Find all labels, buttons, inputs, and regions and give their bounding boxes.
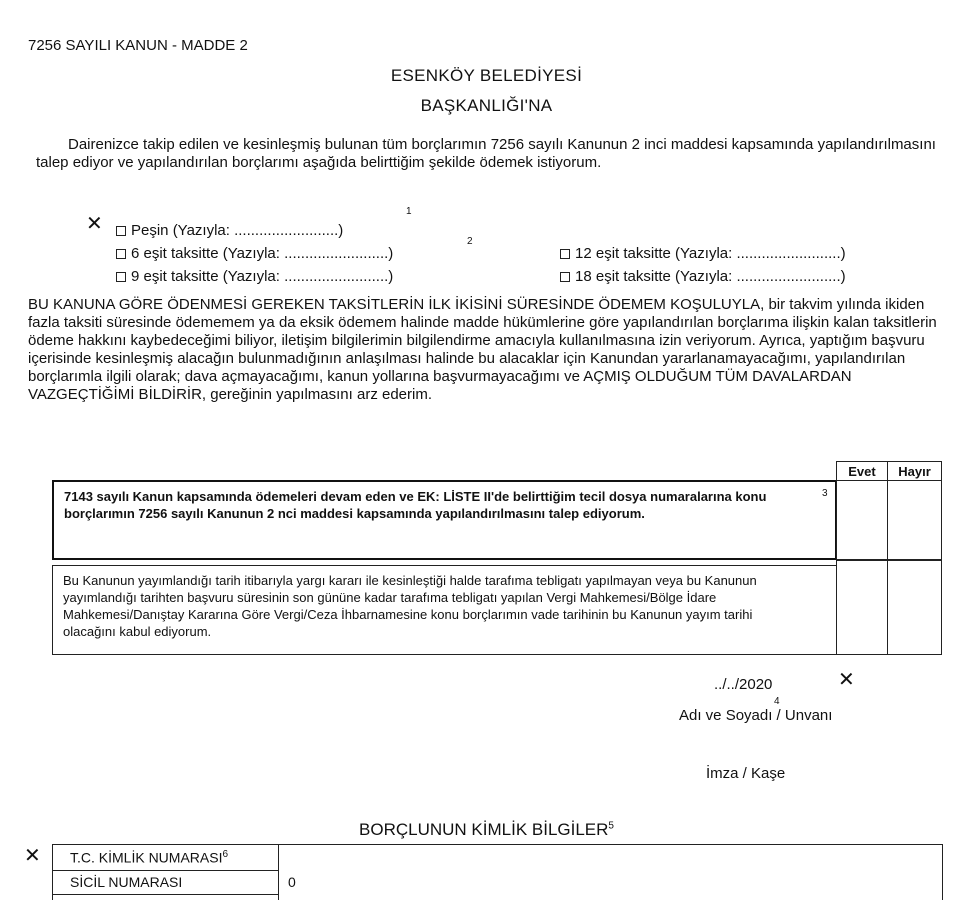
- sicil-value[interactable]: 0: [288, 874, 296, 890]
- intro-paragraph: Dairenizce takip edilen ve kesinleşmiş bulunan tüm borçlarımın 7256 sayılı Kanunun 2 inci maddesi kapsamında yapılandırılmasını talep ediyor ve yapılandırılan borçlarımı aşağıda belirttiğim şekilde ödemek istiyorum.: [36, 136, 936, 171]
- footnote-2: 2: [467, 236, 473, 247]
- row-1-yes-cell[interactable]: [836, 480, 888, 560]
- option-12-taksit-label: 12 eşit taksitte (Yazıyla: .........................): [575, 245, 846, 262]
- declaration-paragraph: BU KANUNA GÖRE ÖDENMESİ GEREKEN TAKSİTLERİN İLK İKİSİNİ SÜRESİNDE ÖDEMEM KOŞULUYLA, bir takvim yılında ikiden fazla taksiti süresinde ödememem ya da eksik ödemem halinde madde hükümlerine göre yapılandırılan borçlarıma ilişkin kalan taksitlerin ödeme hakkını kaybedeceğimi biliyor, iletişim bilgilerimin bilgilendirme amacıyla kullanılmasına izin veriyorum. Ayrıca, yaptığım başvuru içerisinde kesinleşmiş alacağın bulunmadığının anlaşılması halinde bu alacaklar için Kanundan yararlanamayacağımı, yapılandırılan borçlarımla ilgili olarak; dava açmayacağımı, kanun yollarına başvurmayacağımı ve AÇMIŞ OLDUĞUM TÜM DAVALARDAN VAZGEÇTİĞİMİ BİLDİRİR, gereğinin yapılmasını arz ederim.: [28, 296, 937, 403]
- id-table-right-border: [942, 844, 943, 900]
- table-row-1: [52, 480, 837, 560]
- option-18-taksit-label: 18 eşit taksitte (Yazıyla: .........................): [575, 268, 846, 285]
- checkbox-6-taksit[interactable]: [116, 249, 126, 259]
- x-mark-icon: ✕: [838, 669, 855, 691]
- option-18-taksit[interactable]: [560, 268, 846, 285]
- id-table-mid-border: [278, 844, 279, 900]
- footnote-4: 4: [774, 696, 780, 707]
- id-table-left-border: [52, 844, 53, 900]
- option-pesin-label: Peşin (Yazıyla: .........................): [131, 222, 344, 239]
- row-2-yes-cell[interactable]: [836, 560, 888, 655]
- office-title: BAŞKANLIĞI'NA: [420, 96, 553, 115]
- date-field[interactable]: ../../2020: [714, 676, 773, 693]
- option-9-taksit-label: 9 eşit taksitte (Yazıyla: .........................): [131, 268, 394, 285]
- footnote-5: 5: [608, 820, 614, 832]
- law-reference: 7256 SAYILI KANUN - MADDE 2: [28, 37, 248, 54]
- footnote-6: 6: [222, 849, 229, 860]
- table-row-1-text: 7143 sayılı Kanun kapsamında ödemeleri devam eden ve EK: LİSTE II'de belirttiğim tecil dosya numaralarına konu borçlarımın 7256 sayılı Kanunun 2 nci maddesi kapsamında yapılandırılmasını talep ediyorum.: [64, 489, 767, 521]
- footnote-1: 1: [406, 206, 412, 217]
- identity-title-text: BORÇLUNUN KİMLİK BİLGİLER: [359, 820, 609, 839]
- footnote-3: 3: [822, 488, 828, 499]
- identity-title: [0, 820, 973, 840]
- x-mark-icon: ✕: [24, 845, 41, 867]
- id-table-row-divider: [52, 870, 278, 871]
- row-1-no-cell[interactable]: [887, 480, 942, 560]
- name-label: Adı ve Soyadı / Unvanı: [679, 707, 833, 724]
- checkbox-pesin[interactable]: [116, 226, 126, 236]
- id-table-top-border: [52, 844, 942, 845]
- option-9-taksit[interactable]: [116, 268, 393, 285]
- option-6-taksit[interactable]: [116, 245, 393, 262]
- tc-id-label: [70, 849, 228, 866]
- yes-column-header: Evet: [836, 461, 888, 481]
- sicil-label: SİCİL NUMARASI: [70, 874, 183, 890]
- option-12-taksit[interactable]: [560, 245, 846, 262]
- option-pesin[interactable]: [116, 222, 343, 239]
- row-2-no-cell[interactable]: [887, 560, 942, 655]
- institution-title: ESENKÖY BELEDİYESİ: [390, 66, 583, 85]
- table-row-2-text: Bu Kanunun yayımlandığı tarih itibarıyla yargı kararı ile kesinleştiği halde tarafıma tebligatı yapılmayan veya bu Kanunun yayımlandığı tarihten başvuru süresinin son gününe kadar tarafıma tebligatı yapılan Vergi Mahkemesi/Bölge İdare Mahkemesi/Danıştay Kararına Göre Vergi/Ceza İhbarnamesine konu borçlarımın vade tarihinin bu Kanunun yayım tarihi olacağını kabul ediyorum.: [63, 573, 757, 639]
- no-column-header: Hayır: [887, 461, 942, 481]
- x-mark-icon: ✕: [86, 213, 103, 235]
- checkbox-9-taksit[interactable]: [116, 272, 126, 282]
- checkbox-12-taksit[interactable]: [560, 249, 570, 259]
- tc-id-label-text: T.C. KİMLİK NUMARASI: [70, 849, 223, 866]
- checkbox-18-taksit[interactable]: [560, 272, 570, 282]
- sign-label: İmza / Kaşe: [706, 765, 786, 782]
- option-6-taksit-label: 6 eşit taksitte (Yazıyla: .........................): [131, 245, 394, 262]
- id-table-row-divider-2: [52, 894, 278, 895]
- table-row-2: [52, 565, 837, 655]
